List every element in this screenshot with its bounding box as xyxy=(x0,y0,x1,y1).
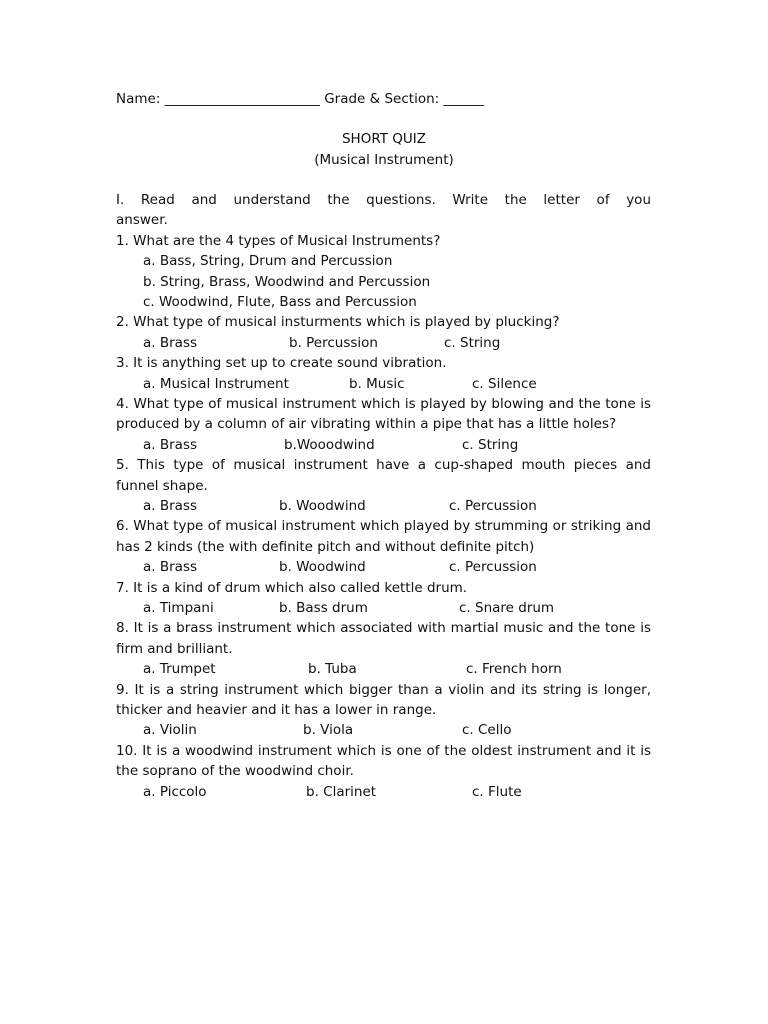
question-6-choice-a: a. Brass xyxy=(143,559,198,576)
quiz-content xyxy=(116,190,651,802)
question-1: 1. What are the 4 types of Musical Instruments? xyxy=(116,232,441,249)
question-3-choice-c: c. Silence xyxy=(472,375,537,392)
question-8-choice-c: c. French horn xyxy=(466,661,562,678)
question-3: 3. It is anything set up to create sound vibration. xyxy=(116,355,447,372)
question-1-choice-b: b. String, Brass, Woodwind and Percussion xyxy=(143,273,431,290)
question-7-choice-a: a. Timpani xyxy=(143,600,214,617)
question-8-choice-a: a. Trumpet xyxy=(143,661,216,678)
question-8: 8. It is a brass instrument which associated with martial music and the tone is firm and brilliant. xyxy=(116,620,651,657)
question-9-choice-b: b. Viola xyxy=(303,722,354,739)
question-2-choices xyxy=(116,333,651,353)
question-2-choice-c: c. String xyxy=(444,334,501,351)
question-5-choices xyxy=(116,496,651,516)
question-10-choice-b: b. Clarinet xyxy=(306,783,377,800)
question-6-choices xyxy=(116,557,651,577)
quiz-subtitle: (Musical Instrument) xyxy=(314,152,454,168)
question-3-choice-a: a. Musical Instrument xyxy=(143,375,289,392)
question-8-choice-b: b. Tuba xyxy=(308,661,357,678)
question-7-choice-c: c. Snare drum xyxy=(459,600,555,617)
question-6-choice-c: c. Percussion xyxy=(449,559,537,576)
question-1-choices xyxy=(116,251,651,312)
question-5-choice-b: b. Woodwind xyxy=(279,498,366,515)
name-grade-section-line: Name: _______________________ Grade & Section: ______ xyxy=(116,91,484,107)
question-2-choice-a: a. Brass xyxy=(143,334,198,351)
question-9-choice-a: a. Violin xyxy=(143,722,197,739)
question-2-choice-b: b. Percussion xyxy=(289,334,378,351)
question-4-choices xyxy=(116,435,651,455)
question-4-choice-b: b.Wooodwind xyxy=(284,436,375,453)
question-1-choice-a: a. Bass, String, Drum and Percussion xyxy=(143,253,393,270)
question-10-choice-a: a. Piccolo xyxy=(143,783,207,800)
quiz-title: SHORT QUIZ xyxy=(341,131,427,147)
question-10: 10. It is a woodwind instrument which is one of the oldest instrument and it is the soprano of the woodwind choir. xyxy=(116,742,651,780)
instructions: I. Read and understand the questions. Write the letter of you answer. xyxy=(116,192,651,229)
question-4-choice-c: c. String xyxy=(462,436,519,453)
question-9-choices xyxy=(116,720,651,740)
question-1-choice-c: c. Woodwind, Flute, Bass and Percussion xyxy=(143,294,417,311)
question-3-choices xyxy=(116,374,651,394)
question-8-choices xyxy=(116,659,651,679)
question-7: 7. It is a kind of drum which also called kettle drum. xyxy=(116,579,468,596)
question-5-choice-a: a. Brass xyxy=(143,498,198,515)
question-6-choice-b: b. Woodwind xyxy=(279,559,366,576)
question-5-choice-c: c. Percussion xyxy=(449,498,537,515)
question-5: 5. This type of musical instrument have a cup-shaped mouth pieces and funnel shape. xyxy=(116,457,651,494)
question-9-choice-c: c. Cello xyxy=(462,722,512,739)
question-3-choice-b: b. Music xyxy=(349,375,405,392)
question-4-choice-a: a. Brass xyxy=(143,436,198,453)
question-10-choice-c: c. Flute xyxy=(472,783,522,800)
question-9: 9. It is a string instrument which bigger than a violin and its string is longer, thicker and heavier and it has a lower in range. xyxy=(116,681,651,719)
question-6: 6. What type of musical instrument which played by strumming or striking and has 2 kinds (the with definite pitch and without definite pitch) xyxy=(116,518,651,555)
question-7-choice-b: b. Bass drum xyxy=(279,600,368,617)
question-10-choices xyxy=(116,782,651,802)
question-7-choices xyxy=(116,598,651,618)
question-4: 4. What type of musical instrument which is played by blowing and the tone is produced by a column of air vibrating within a pipe that has a little holes? xyxy=(116,396,651,433)
question-2: 2. What type of musical insturments which is played by plucking? xyxy=(116,314,560,331)
